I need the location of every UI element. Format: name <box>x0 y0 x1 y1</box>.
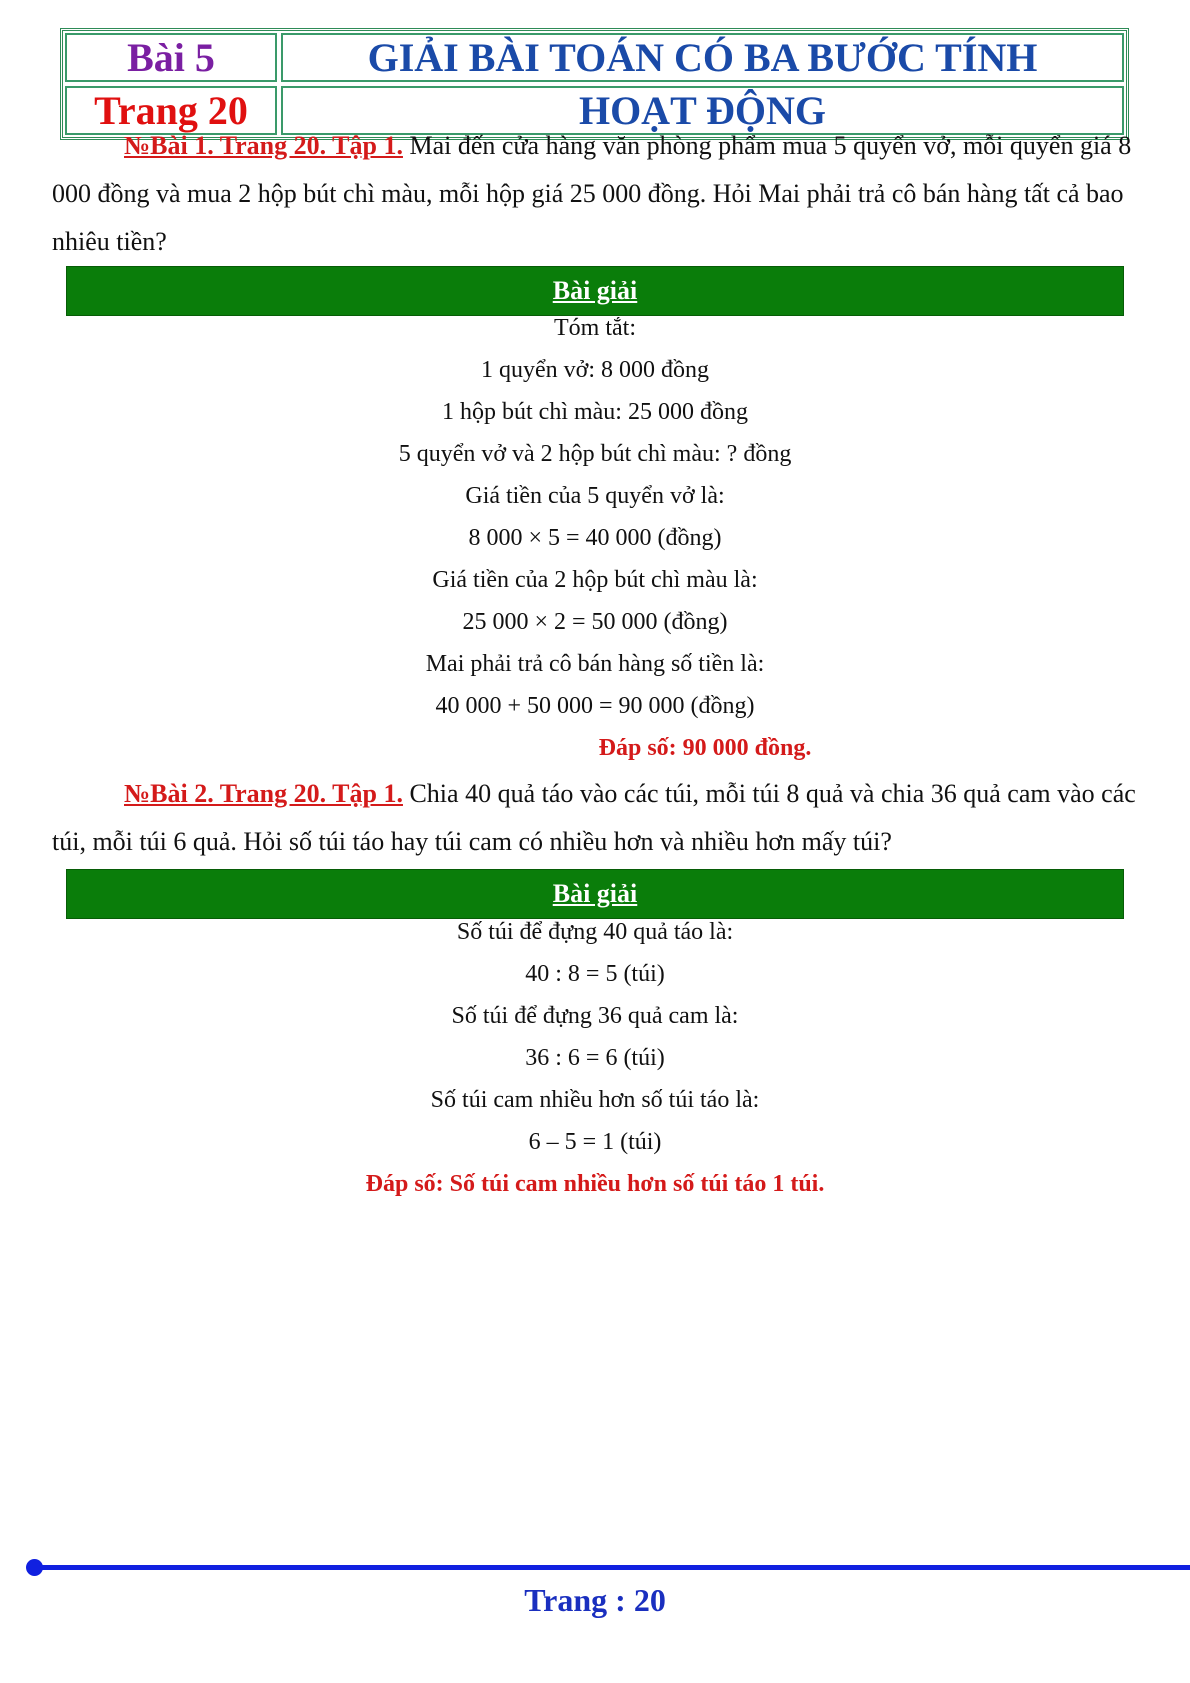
section-title: HOẠT ĐỘNG <box>281 86 1124 135</box>
problem-2-solution-label: Bài giải <box>552 879 638 908</box>
page-reference: Trang 20 <box>65 86 277 135</box>
problem-2-reference: №Bài 2. Trang 20. Tập 1. <box>124 779 403 808</box>
problem-1-line: Tóm tắt: <box>554 315 636 341</box>
problem-2-line: Số túi cam nhiều hơn số túi táo là: <box>430 1087 760 1113</box>
problem-1-text: Mai đến cửa hàng văn phòng phẩm mua 5 quyển vở, mỗi quyển giá 8 000 đồng và mua 2 hộp bút chì màu, mỗi hộp giá 25 000 đồng. Hỏi Mai phải trả cô bán hàng tất cả bao nhiêu tiền? <box>52 131 1132 256</box>
footer-divider <box>34 1565 1190 1570</box>
problem-1-line: 5 quyển vở và 2 hộp bút chì màu: ? đồng <box>398 441 792 467</box>
problem-1-reference: №Bài 1. Trang 20. Tập 1. <box>124 131 403 160</box>
problem-2-line: Số túi để đựng 36 quả cam là: <box>451 1003 739 1029</box>
problem-2-answer: Đáp số: Số túi cam nhiều hơn số túi táo 1 túi. <box>365 1171 825 1197</box>
problem-1-line: 25 000 × 2 = 50 000 (đồng) <box>462 609 728 635</box>
problem-2-line: Số túi để đựng 40 quả táo là: <box>456 919 734 945</box>
problem-1-line: 1 quyển vở: 8 000 đồng <box>480 357 709 383</box>
problem-1-line: 1 hộp bút chì màu: 25 000 đồng <box>442 399 748 425</box>
problem-2-statement <box>52 770 1137 866</box>
problem-1-line: Mai phải trả cô bán hàng số tiền là: <box>425 651 765 677</box>
problem-1-line: Giá tiền của 2 hộp bút chì màu là: <box>432 567 758 593</box>
page-number: Trang : 20 <box>524 1582 666 1618</box>
problem-2-line: 36 : 6 = 6 (túi) <box>525 1045 665 1071</box>
problem-2-text: Chia 40 quả táo vào các túi, mỗi túi 8 quả và chia 36 quả cam vào các túi, mỗi túi 6 quả. Hỏi số túi táo hay túi cam có nhiều hơn và nhiều hơn mấy túi? <box>52 779 1136 856</box>
lesson-number: Bài 5 <box>65 33 277 82</box>
problem-1-solution-label: Bài giải <box>552 276 638 305</box>
problem-1-answer: Đáp số: 90 000 đồng. <box>598 735 812 761</box>
problem-1-line: 8 000 × 5 = 40 000 (đồng) <box>468 525 722 551</box>
problem-1-line: Giá tiền của 5 quyển vở là: <box>465 483 725 509</box>
footer-divider-dot <box>26 1559 43 1576</box>
problem-2-line: 40 : 8 = 5 (túi) <box>525 961 665 987</box>
problem-2-line: 6 – 5 = 1 (túi) <box>528 1129 662 1155</box>
problem-1-line: 40 000 + 50 000 = 90 000 (đồng) <box>435 693 755 719</box>
lesson-title: GIẢI BÀI TOÁN CÓ BA BƯỚC TÍNH <box>281 33 1124 82</box>
problem-1-statement <box>52 122 1137 266</box>
problem-2-solution-header <box>66 869 1124 919</box>
problem-1-solution-header <box>66 266 1124 316</box>
